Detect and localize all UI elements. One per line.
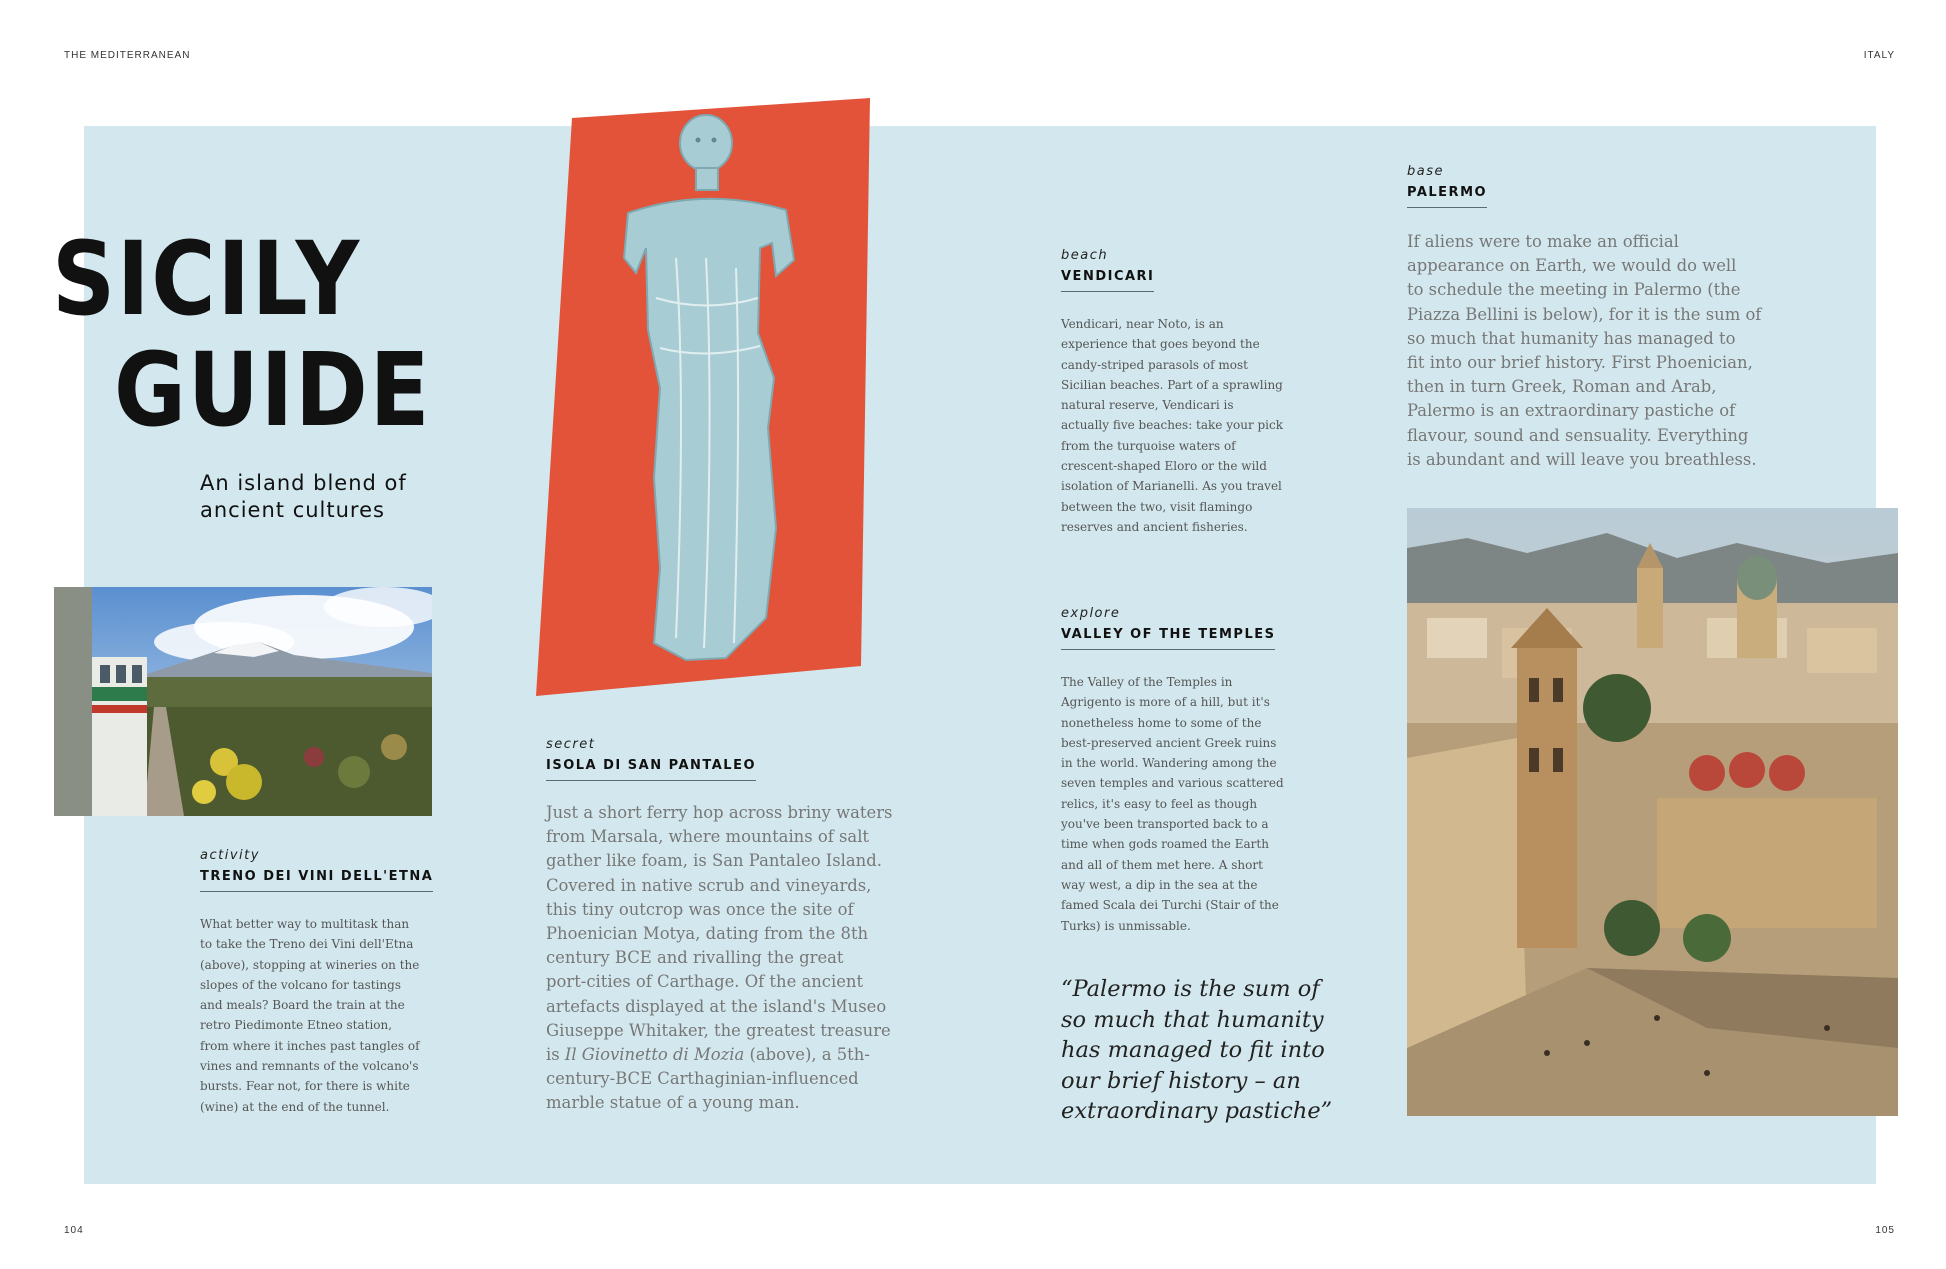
- explore-section: [1061, 606, 1321, 936]
- running-head-right: ITALY: [1863, 50, 1895, 61]
- page-number-right: 105: [1875, 1225, 1895, 1236]
- statue-illustration: [536, 98, 874, 698]
- running-head-left: THE MEDITERRANEAN: [64, 50, 191, 61]
- explore-place: VALLEY OF THE TEMPLES: [1061, 627, 1275, 650]
- base-place: PALERMO: [1407, 185, 1487, 208]
- pull-quote: “Palermo is the sum of so much that humanity has managed to fit into our brief history – an extraordinary pastiche”: [1061, 976, 1333, 1124]
- beach-body: Vendicari, near Noto, is an experience that goes beyond the candy-striped parasols of most Sicilian beaches. Part of a sprawling natural reserve, Vendicari is actually five beaches: take your pick from the turquoise waters of crescent-shaped Eloro or the wild isolation of Marianelli. As you travel between the two, visit flamingo reserves and ancient fisheries.: [1061, 317, 1284, 534]
- beach-kicker: beach: [1061, 248, 1109, 263]
- page-number-left: 104: [64, 1225, 84, 1236]
- secret-body: Just a short ferry hop across briny waters from Marsala, where mountains of salt gather like foam, is San Pantaleo Island. Covered in native scrub and vineyards, this tiny outcrop was once the site of Phoenician Motya, dating from the 8th century BCE and rivalling the great port-cities of Carthage. Of the ancient artefacts displayed at the island's Museo Giuseppe Whitaker, the greatest treasure is Il Giovinetto di Mozia (above), a 5th- century-BCE Carthaginian-influenced marble statue of a young man.: [546, 803, 893, 1113]
- subtitle-line-2: ancient cultures: [200, 498, 385, 522]
- secret-kicker: secret: [546, 737, 596, 752]
- title-line-2: GUIDE: [114, 331, 432, 450]
- activity-section: [200, 848, 440, 1117]
- explore-kicker: explore: [1061, 606, 1121, 621]
- beach-place: VENDICARI: [1061, 269, 1154, 292]
- subtitle: [200, 470, 407, 524]
- base-section: [1407, 164, 1807, 472]
- activity-place: TRENO DEI VINI DELL'ETNA: [200, 869, 433, 892]
- beach-section: [1061, 248, 1321, 537]
- etna-train-photo: [54, 587, 432, 816]
- secret-section: [546, 737, 906, 1116]
- subtitle-line-1: An island blend of: [200, 471, 407, 495]
- title-line-1: SICILY: [52, 220, 361, 339]
- activity-kicker: activity: [200, 848, 260, 863]
- base-body: If aliens were to make an official appearance on Earth, we would do well to schedule the meeting in Palermo (the Piazza Bellini is below), for it is the sum of so much that humanity has managed to fit into our brief history. First Phoenician, then in turn Greek, Roman and Arab, Palermo is an extraordinary pastiche of flavour, sound and sensuality. Everything is abundant and will leave you breathless.: [1407, 232, 1762, 469]
- activity-body: What better way to multitask than to take the Treno dei Vini dell'Etna (above), stopping at wineries on the slopes of the volcano for tastings and meals? Board the train at the retro Piedimonte Etneo station, from where it inches past tangles of vines and remnants of the volcano's bursts. Fear not, for there is white (wine) at the end of the tunnel.: [200, 917, 420, 1114]
- base-kicker: base: [1407, 164, 1444, 179]
- explore-body: The Valley of the Temples in Agrigento is more of a hill, but it's nonetheless home to some of the best-preserved ancient Greek ruins in the world. Wandering among the seven temples and various scattered relics, it's easy to feel as though you've been transported back to a time when gods roamed the Earth and all of them met here. A short way west, a dip in the sea at the famed Scala dei Turchi (Stair of the Turks) is unmissable.: [1061, 675, 1284, 933]
- secret-place: ISOLA DI SAN PANTALEO: [546, 758, 756, 781]
- palermo-photo: [1407, 508, 1898, 1116]
